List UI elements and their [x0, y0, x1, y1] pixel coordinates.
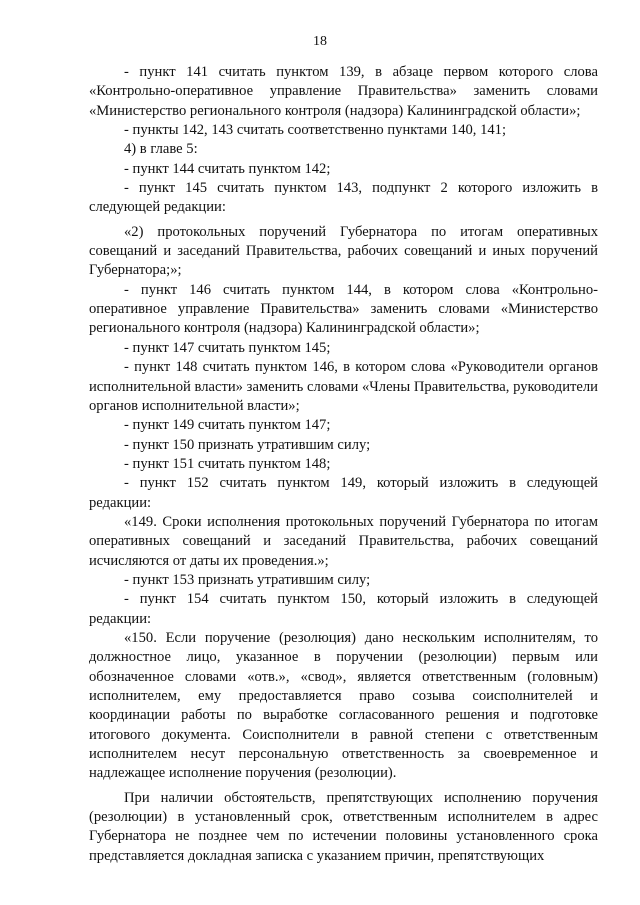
paragraph: - пункт 144 считать пунктом 142; [124, 160, 331, 177]
paragraph: «150. Если поручение (резолюция) дано нескольким исполнителям, то должностное лицо, указанное в поручении (резолюции) первым или обозначенное словами «отв.», «свод», является ответственным (головным) исполнителем, ему предоставляется право созыва соисполнителей и координации работы по выработке согласованного решения и подготовке итогового документа. Соисполнители в равной степени с ответственным исполнителем несут персональную ответственность за своевременное и надлежащее исполнение поручения (резолюции). [89, 629, 598, 782]
paragraph: При наличии обстоятельств, препятствующих исполнению поручения (резолюции) в установленный срок, ответственным исполнителем в адрес Губернатора не позднее чем по истечении половины установленного срока представляется докладная записка с указанием причин, препятствующих [89, 789, 598, 864]
paragraph: - пункт 141 считать пунктом 139, в абзаце первом которого слова «Контрольно-оперативное управление Правительства» заменить словами «Министерство регионального контроля (надзора) Калининградской области»; [89, 64, 598, 119]
paragraph: - пункты 142, 143 считать соответственно пунктами 140, 141; [124, 122, 507, 139]
page-number: 18 [313, 34, 327, 49]
paragraph: - пункт 148 считать пунктом 146, в котором слова «Руководители органов исполнительной власти» заменить словами «Члены Правительства, руководители органов исполнительной власти»; [89, 359, 598, 414]
paragraph: «149. Сроки исполнения протокольных поручений Губернатора по итогам оперативных совещаний и заседаний Правительства, рабочих совещаний исчисляются от даты их проведения.»; [89, 513, 598, 569]
paragraph: 4) в главе 5: [124, 141, 198, 158]
document-body [89, 63, 598, 866]
paragraph: - пункт 145 считать пунктом 143, подпункт 2 которого изложить в следующей редакции: [89, 180, 598, 216]
paragraph: - пункт 154 считать пунктом 150, который изложить в следующей редакции: [89, 591, 598, 627]
paragraph: - пункт 152 считать пунктом 149, который изложить в следующей редакции: [89, 475, 598, 511]
paragraph: - пункт 151 считать пунктом 148; [124, 455, 331, 472]
paragraph: - пункт 150 признать утратившим силу; [124, 436, 371, 453]
paragraph: - пункт 153 признать утратившим силу; [124, 571, 371, 588]
paragraph: - пункт 146 считать пунктом 144, в котором слова «Контрольно-оперативное управление Правительства» заменить словами «Министерство регионального контроля (надзора) Калининградской области»; [89, 281, 598, 337]
paragraph: - пункт 147 считать пунктом 145; [124, 339, 331, 356]
paragraph: «2) протокольных поручений Губернатора по итогам оперативных совещаний и заседаний Правительства, рабочих совещаний и иных поручений Губернатора;»; [89, 223, 598, 279]
paragraph: - пункт 149 считать пунктом 147; [124, 417, 331, 434]
